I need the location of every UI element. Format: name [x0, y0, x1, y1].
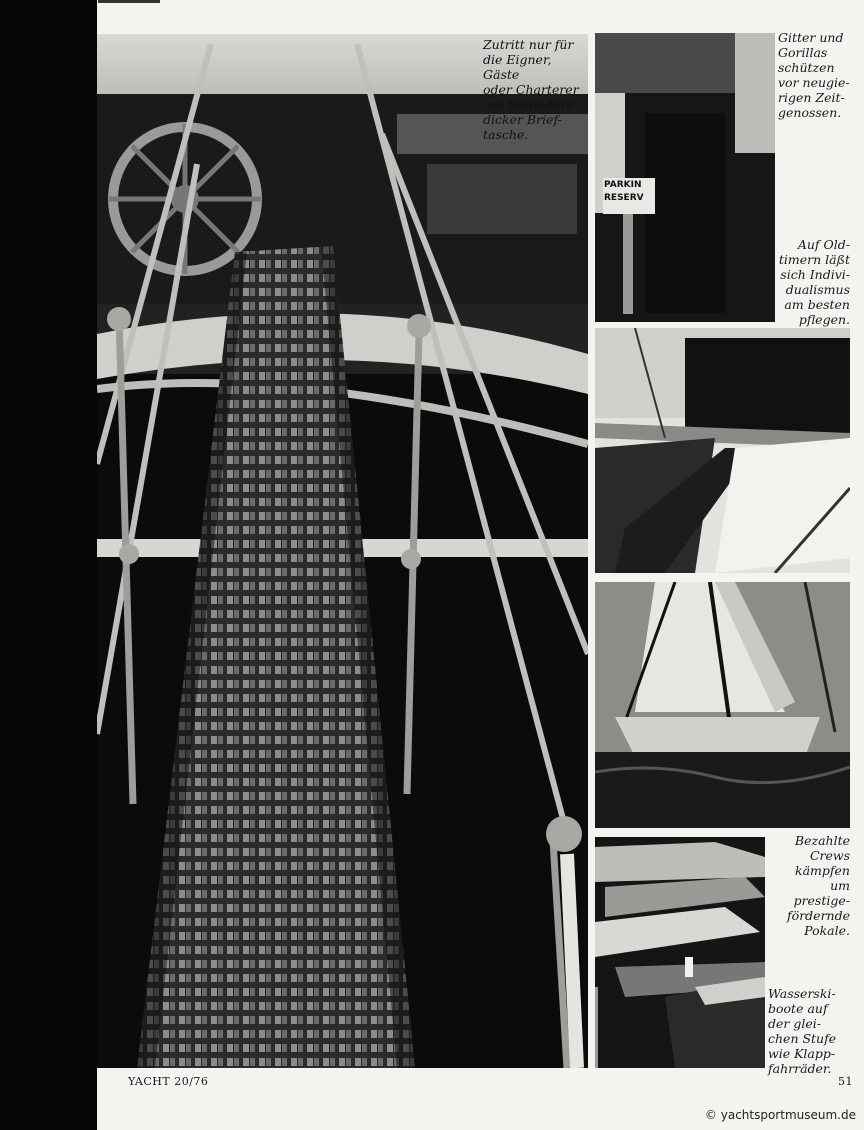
magazine-issue: YACHT 20/76	[128, 1075, 209, 1088]
sign-line-1: PARKIN	[604, 180, 642, 190]
caption-exclusive-access: Zutritt nur für die Eigner, Gäste oder Charterer mit besonders dicker Brief- tasche.	[483, 37, 579, 142]
gangway-photo	[97, 34, 588, 1068]
caption-oldtimer: Auf Old- timern läßt sich Indivi- dualismus am besten pflegen.	[778, 237, 850, 327]
caption-paid-crews: Bezahlte Crews kämpfen um prestige- fördernde Pokale.	[787, 833, 850, 938]
parking-reserved-photo	[595, 33, 775, 322]
speedboats-photo	[595, 837, 765, 1068]
sailing-race-photo	[595, 582, 850, 828]
watermark: © yachtsportmuseum.de	[704, 1108, 856, 1122]
page-edge	[0, 0, 97, 1130]
page-number: 51	[838, 1075, 853, 1088]
oldtimer-deck-photo	[595, 328, 850, 573]
caption-guards: Gitter und Gorillas schützen vor neugie- rigen Zeit- genossen.	[778, 30, 850, 120]
sign-line-2: RESERV	[604, 193, 644, 203]
caption-waterski-boats: Wasserski- boote auf der glei- chen Stufe wie Klapp- fahrräder.	[768, 986, 837, 1076]
top-rule	[98, 0, 160, 3]
